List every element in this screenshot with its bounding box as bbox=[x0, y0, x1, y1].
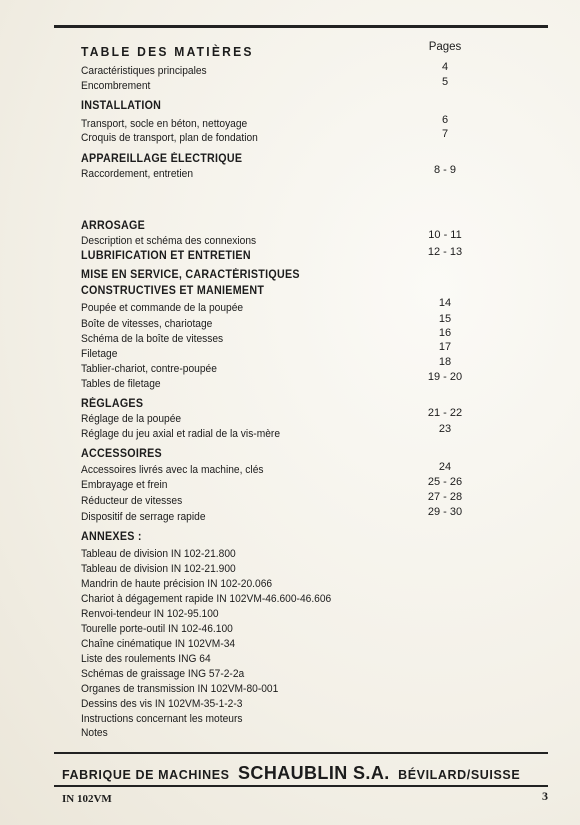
toc-page-number: 19 - 20 bbox=[427, 371, 463, 383]
toc-section-heading: ACCESSOIRES bbox=[81, 448, 162, 460]
toc-row bbox=[0, 447, 580, 463]
toc-row bbox=[0, 547, 580, 563]
toc-row bbox=[0, 697, 580, 713]
toc-entry-text: Tableau de division IN 102-21.900 bbox=[81, 563, 236, 575]
toc-row bbox=[0, 327, 580, 348]
toc-row bbox=[0, 61, 580, 80]
toc-entry-text: Caractéristiques principales bbox=[81, 65, 207, 77]
toc-page-number: 5 bbox=[441, 76, 449, 88]
toc-row bbox=[0, 607, 580, 623]
toc-row bbox=[0, 246, 580, 265]
toc-row bbox=[0, 152, 580, 168]
toc-entry-text: Poupée et commande de la poupée bbox=[81, 302, 244, 314]
top-rule bbox=[54, 25, 548, 28]
toc-entry-text: Description et schéma des connexions bbox=[81, 235, 257, 247]
toc-row bbox=[0, 229, 580, 250]
toc-entry-text: Dispositif de serrage rapide bbox=[81, 511, 206, 523]
toc-page-number: 15 bbox=[438, 313, 452, 325]
toc-page-number: 25 - 26 bbox=[427, 476, 463, 488]
company-line bbox=[62, 763, 552, 785]
toc-section-heading: TABLE DES MATIÈRES bbox=[81, 44, 254, 59]
toc-entry-text: Dessins des vis IN 102VM-35-1-2-3 bbox=[81, 698, 243, 710]
toc-entry-text: Croquis de transport, plan de fondation bbox=[81, 132, 258, 144]
toc-row bbox=[0, 297, 580, 317]
toc-page-number: 23 bbox=[438, 423, 452, 435]
toc-row bbox=[0, 268, 580, 284]
toc-row bbox=[0, 530, 580, 546]
toc-section-heading: APPAREILLAGE ÉLECTRIQUE bbox=[81, 153, 243, 165]
toc-section-heading: ARROSAGE bbox=[81, 220, 146, 232]
company-prefix: FABRIQUE DE MACHINES bbox=[62, 768, 230, 782]
toc-entry-text: Renvoi-tendeur IN 102-95.100 bbox=[81, 608, 219, 620]
toc-row bbox=[0, 397, 580, 413]
toc-entry-text: Encombrement bbox=[81, 80, 151, 92]
toc-row bbox=[0, 726, 580, 742]
toc-entry-text: Schéma de la boîte de vitesses bbox=[81, 333, 224, 345]
toc-page-number: 8 - 9 bbox=[433, 164, 456, 176]
toc-entry-text: Chaîne cinématique IN 102VM-34 bbox=[81, 638, 236, 650]
toc-row bbox=[0, 423, 580, 443]
toc-entry-text: Tablier-chariot, contre-poupée bbox=[81, 363, 217, 375]
toc-page-number: 14 bbox=[438, 297, 452, 309]
toc-section-heading: INSTALLATION bbox=[81, 100, 162, 112]
toc-entry-text: Tables de filetage bbox=[81, 378, 161, 390]
toc-row bbox=[0, 284, 580, 300]
toc-section-heading: ANNEXES : bbox=[81, 531, 142, 543]
toc-row bbox=[0, 622, 580, 638]
toc-entry-text: Accessoires livrés avec la machine, clés bbox=[81, 464, 264, 476]
toc-row bbox=[0, 682, 580, 698]
toc-row bbox=[0, 478, 580, 494]
toc-page-number: 18 bbox=[438, 356, 452, 368]
footer-rule-bottom bbox=[54, 785, 548, 787]
toc-entry-text: Notes bbox=[81, 727, 108, 739]
toc-row bbox=[0, 341, 580, 363]
toc-entry-text: Schémas de graissage ING 57-2-2a bbox=[81, 668, 245, 680]
toc-row bbox=[0, 313, 580, 333]
toc-row bbox=[0, 76, 580, 95]
toc-row bbox=[0, 577, 580, 593]
toc-entry-text: Boîte de vitesses, chariotage bbox=[81, 318, 213, 330]
toc-entry-text: Instructions concernant les moteurs bbox=[81, 713, 243, 725]
toc-entry-text: Transport, socle en béton, nettoyage bbox=[81, 118, 248, 130]
toc-section-heading: CONSTRUCTIVES ET MANIEMENT bbox=[81, 285, 265, 297]
toc-entry-text: Filetage bbox=[81, 348, 118, 360]
toc-row bbox=[0, 371, 580, 393]
toc-page-number: 6 bbox=[441, 114, 449, 126]
toc-row bbox=[0, 99, 580, 115]
toc-entry-text: Raccordement, entretien bbox=[81, 168, 194, 180]
toc-row bbox=[0, 562, 580, 578]
toc-row bbox=[0, 667, 580, 683]
toc-entry-text: Chariot à dégagement rapide IN 102VM-46.600-46.606 bbox=[81, 593, 332, 605]
toc-page-number: 24 bbox=[438, 461, 452, 473]
toc-row bbox=[0, 407, 580, 428]
toc-entry-text: Réglage du jeu axial et radial de la vis-mère bbox=[81, 428, 281, 440]
footer-rule-top bbox=[54, 752, 548, 754]
toc-row bbox=[0, 506, 580, 526]
pages-header: Pages bbox=[428, 41, 462, 53]
toc-row bbox=[0, 652, 580, 668]
toc-row bbox=[0, 491, 580, 510]
toc-row bbox=[0, 164, 580, 183]
toc-entry-text: Organes de transmission IN 102VM-80-001 bbox=[81, 683, 279, 695]
toc-entry-text: Liste des roulements ING 64 bbox=[81, 653, 211, 665]
toc-row bbox=[0, 219, 580, 235]
toc-page-number: 27 - 28 bbox=[427, 491, 463, 503]
toc-row bbox=[0, 128, 580, 147]
toc-row bbox=[0, 356, 580, 378]
toc-page-number: 21 - 22 bbox=[427, 407, 463, 419]
toc-page-number: 4 bbox=[441, 61, 449, 73]
toc-entry-text: Mandrin de haute précision IN 102-20.066 bbox=[81, 578, 273, 590]
page-number: 3 bbox=[542, 789, 548, 803]
toc-entry-text: Tableau de division IN 102-21.800 bbox=[81, 548, 236, 560]
toc-section-heading: RÉGLAGES bbox=[81, 398, 144, 410]
toc-entry-text: Réglage de la poupée bbox=[81, 413, 182, 425]
toc-section-heading: LUBRIFICATION ET ENTRETIEN bbox=[81, 250, 251, 262]
document-reference: IN 102VM bbox=[62, 793, 112, 805]
company-location: BÉVILARD/SUISSE bbox=[398, 768, 521, 782]
toc-page-number: 16 bbox=[438, 327, 452, 339]
toc-page-number: 12 - 13 bbox=[427, 246, 463, 258]
toc-page-number: 10 - 11 bbox=[428, 229, 462, 241]
toc-entry-text: Réducteur de vitesses bbox=[81, 495, 183, 507]
toc-entry-text: Embrayage et frein bbox=[81, 479, 168, 491]
toc-entry-text: Tourelle porte-outil IN 102-46.100 bbox=[81, 623, 233, 635]
toc-page-number: 17 bbox=[438, 341, 452, 353]
toc-section-heading: MISE EN SERVICE, CARACTÉRISTIQUES bbox=[81, 269, 300, 281]
toc-row bbox=[0, 592, 580, 608]
toc-page-number: 29 - 30 bbox=[427, 506, 463, 518]
toc-page-number: 7 bbox=[441, 128, 449, 140]
toc-row bbox=[0, 463, 580, 479]
toc-row bbox=[0, 44, 580, 60]
toc-row bbox=[0, 637, 580, 653]
company-name: SCHAUBLIN S.A. bbox=[238, 763, 390, 783]
